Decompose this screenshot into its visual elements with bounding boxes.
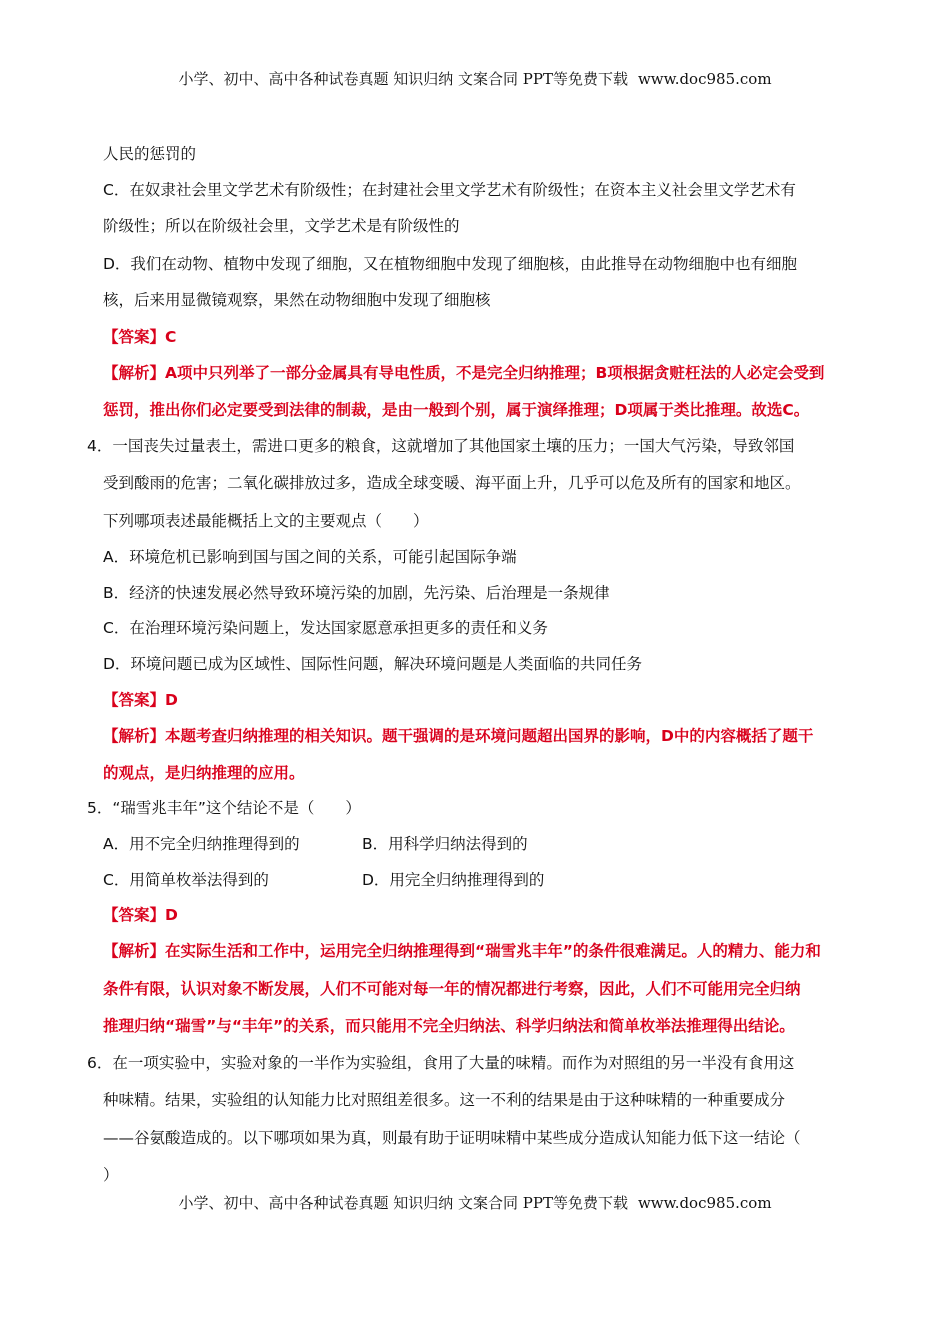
q6-stem-line3: ——谷氨酸造成的。以下哪项如果为真，则最有助于证明味精中某些成分造成认知能力低下这一结论（	[103, 1129, 801, 1147]
q5-analysis-line1: 【解析】在实际生活和工作中，运用完全归纳推理得到“瑞雪兆丰年”的条件很难满足。人的精力、能力和	[103, 942, 821, 960]
q5-answer: 【答案】D	[103, 906, 178, 924]
q4-analysis-line2: 的观点，是归纳推理的应用。	[103, 764, 305, 782]
q5-row-ab	[103, 834, 300, 854]
q6-stem-line2: 种味精。结果，实验组的认知能力比对照组差很多。这一不利的结果是由于这种味精的一种重要成分	[103, 1091, 786, 1109]
q3-option-d-line1: D．我们在动物、植物中发现了细胞，又在植物细胞中发现了细胞核，由此推导在动物细胞中也有细胞	[103, 255, 797, 273]
q5-analysis-line3: 推理归纳“瑞雪”与“丰年”的关系，而只能用不完全归纳法、科学归纳法和简单枚举法推理得出结论。	[103, 1017, 795, 1035]
q3-analysis-line2: 惩罚，推出你们必定要受到法律的制裁，是由一般到个别，属于演绎推理；D项属于类比推理。故选C。	[103, 401, 810, 419]
q5-stem: 5．“瑞雪兆丰年”这个结论不是（ ）	[87, 799, 361, 817]
q5-option-b: B．用科学归纳法得到的	[362, 835, 528, 853]
q3-analysis-line1: 【解析】A项中只列举了一部分金属具有导电性质，不是完全归纳推理；B项根据贪赃枉法的人必定会受到	[103, 364, 825, 382]
q4-analysis-line1: 【解析】本题考查归纳推理的相关知识。题干强调的是环境问题超出国界的影响，D中的内容概括了题干	[103, 727, 814, 745]
page-footer	[0, 1192, 950, 1213]
q3-option-c-line1: C．在奴隶社会里文学艺术有阶级性；在封建社会里文学艺术有阶级性；在资本主义社会里文学艺术有	[103, 181, 796, 199]
q4-stem-line2: 受到酸雨的危害；二氧化碳排放过多，造成全球变暖、海平面上升，几乎可以危及所有的国家和地区。	[103, 474, 801, 492]
q5-option-a: A．用不完全归纳推理得到的	[103, 835, 300, 853]
page-header	[0, 68, 950, 89]
q3-answer: 【答案】C	[103, 328, 177, 346]
q3-option-c-line2: 阶级性；所以在阶级社会里，文学艺术是有阶级性的	[103, 217, 460, 235]
q4-option-a: A．环境危机已影响到国与国之间的关系，可能引起国际争端	[103, 548, 517, 566]
q3-option-b-tail: 人民的惩罚的	[103, 145, 197, 163]
q4-stem-line3: 下列哪项表述最能概括上文的主要观点（ ）	[103, 512, 429, 530]
header-url: www.doc985.com	[637, 70, 772, 88]
footer-text: 小学、初中、高中各种试卷真题 知识归纳 文案合同 PPT等免费下载	[178, 1194, 628, 1212]
q5-option-c: C．用简单枚举法得到的	[103, 871, 269, 889]
q4-option-c: C．在治理环境污染问题上，发达国家愿意承担更多的责任和义务	[103, 619, 548, 637]
q4-option-b: B．经济的快速发展必然导致环境污染的加剧，先污染、后治理是一条规律	[103, 584, 610, 602]
q4-stem-line1: 4．一国丧失过量表土，需进口更多的粮食，这就增加了其他国家土壤的压力；一国大气污染，导致邻国	[87, 437, 795, 455]
q5-analysis-line2: 条件有限，认识对象不断发展，人们不可能对每一年的情况都进行考察，因此，人们不可能用完全归纳	[103, 980, 801, 998]
q5-option-d: D．用完全归纳推理得到的	[362, 871, 545, 889]
footer-url: www.doc985.com	[637, 1194, 772, 1212]
q6-stem-line4: ）	[103, 1166, 119, 1184]
q6-stem-line1: 6．在一项实验中，实验对象的一半作为实验组，食用了大量的味精。而作为对照组的另一半没有食用这	[87, 1054, 795, 1072]
header-text: 小学、初中、高中各种试卷真题 知识归纳 文案合同 PPT等免费下载	[178, 70, 628, 88]
q4-answer: 【答案】D	[103, 691, 178, 709]
q3-option-d-line2: 核，后来用显微镜观察，果然在动物细胞中发现了细胞核	[103, 291, 491, 309]
q4-option-d: D．环境问题已成为区域性、国际性问题，解决环境问题是人类面临的共同任务	[103, 655, 642, 673]
